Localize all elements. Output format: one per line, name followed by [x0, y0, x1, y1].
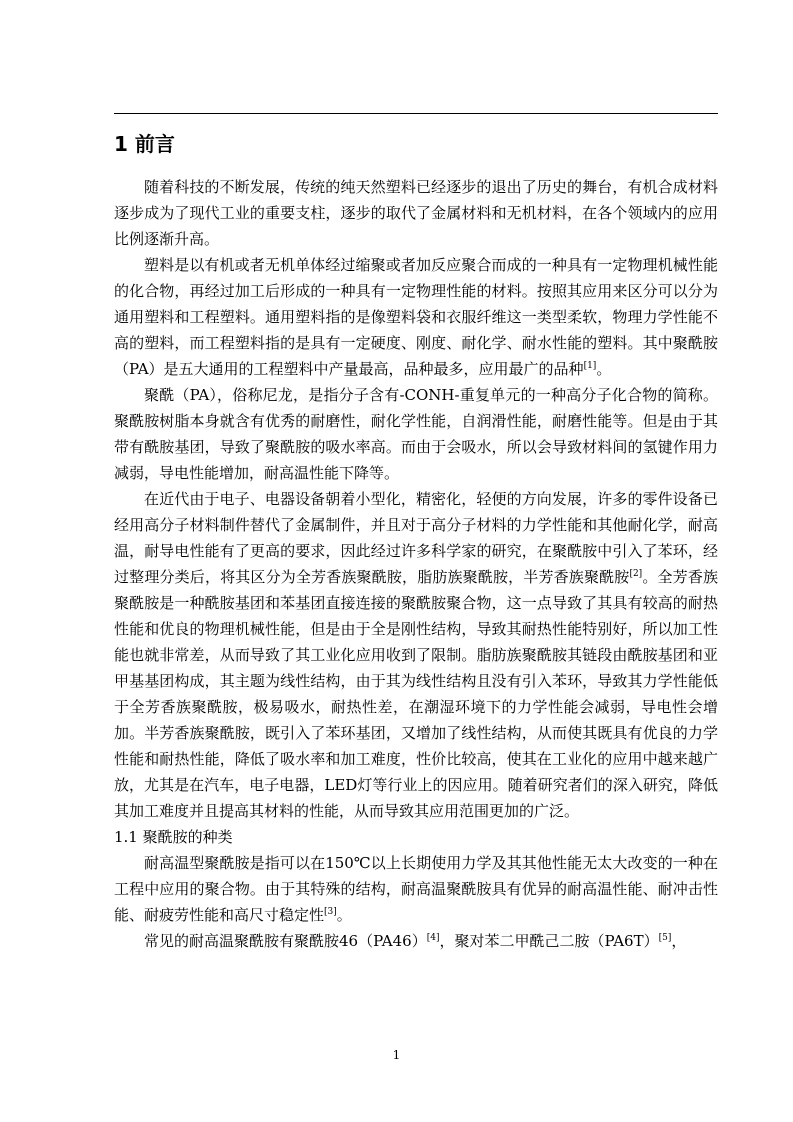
paragraph-text: 随着科技的不断发展，传统的纯天然塑料已经逐步的退出了历史的舞台，有机合成材料逐步成为了现代工业的重要支柱，逐步的取代了金属材料和无机材料，在各个领域内的应用比例逐渐升高。 — [114, 178, 718, 248]
citation-ref: [1] — [583, 361, 597, 371]
paragraph-text: 。 — [336, 906, 352, 924]
paragraph-text: 耐高温型聚酰胺是指可以在150℃以上长期使用力学及其其他性能无太大改变的一种在工程中应用的聚合物。由于其特殊的结构，耐高温聚酰胺具有优异的耐高温性能、耐冲击性能、耐疲劳性能和高尺寸稳定性 — [114, 854, 718, 924]
paragraph — [114, 486, 718, 824]
paragraph-text: 。全芳香族聚酰胺是一种酰胺基团和苯基团直接连接的聚酰胺聚合物，这一点导致了其具有较高的耐热性能和优良的物理机械性能，但是由于全是刚性结构，导致其耐热性能特别好，所以加工性能也就非常差，从而导致了其工业化应用收到了限制。脂肪族聚酰胺其链段由酰胺基团和亚甲基基团构成，其主题为线性结构，由于其为线性结构且没有引入苯环，导致其力学性能低于全芳香族聚酰胺，极易吸水，耐热性差，在潮湿环境下的力学性能会减弱，导电性会增加。半芳香族聚酰胺，既引入了苯环基团，又增加了线性结构，从而使其既具有优良的力学性能和耐热性能，降低了吸水率和加工难度，性价比较高，使其在工业化的应用中越来越广放，尤其是在汽车，电子电器，LED灯等行业上的因应用。随着研究者们的深入研究，降低其加工难度并且提高其材料的性能，从而导致其应用范围更加的广泛。 — [114, 568, 718, 820]
citation-ref: [4] — [426, 933, 440, 943]
paragraph — [114, 252, 718, 382]
paragraph-text: 在近代由于电子、电器设备朝着小型化，精密化，轻便的方向发展，许多的零件设备已经用高分子材料制件替代了金属制件，并且对于高分子材料的力学性能和其他耐化学，耐高温，耐导电性能有了更高的要求，因此经过许多科学家的研究，在聚酰胺中引入了苯环，经过整理分类后，将其区分为全芳香族聚酰胺，脂肪族聚酰胺，半芳香族聚酰胺 — [114, 490, 718, 586]
document-body — [114, 130, 718, 954]
header-rule — [114, 113, 718, 114]
paragraph-text: ，聚对苯二甲酰己二胺（PA6T） — [439, 932, 659, 950]
paragraph-text: 常见的耐高温聚酰胺有聚酰胺46（PA46） — [144, 932, 427, 950]
subsection-title: 1.1 聚酰胺的种类 — [114, 828, 233, 846]
paragraph — [114, 174, 718, 252]
paragraph-text: 聚酰（PA），俗称尼龙，是指分子含有-CONH-重复单元的一种高分子化合物的简称。聚酰胺树脂本身就含有优秀的耐磨性，耐化学性能，自润滑性能，耐磨性能等。但是由于其带有酰胺基团，导致了聚酰胺的吸水率高。而由于会吸水，所以会导致材料间的氢键作用力减弱，导电性能增加，耐高温性能下降等。 — [114, 386, 718, 482]
paragraph — [114, 928, 718, 954]
citation-ref: [2] — [629, 569, 643, 579]
citation-ref: [5] — [658, 933, 672, 943]
paragraph — [114, 382, 718, 486]
paragraph-text: 。 — [596, 360, 612, 378]
citation-ref: [3] — [324, 907, 337, 917]
page-number: 1 — [392, 1048, 401, 1062]
section-title: 1 前言 — [114, 132, 175, 156]
paragraph — [114, 850, 718, 928]
paragraph-text: 塑料是以有机或者无机单体经过缩聚或者加反应聚合而成的一种具有一定物理机械性能的化合物，再经过加工后形成的一种具有一定物理性能的材料。按照其应用来区分可以分为通用塑料和工程塑料。通用塑料指的是像塑料袋和衣服纤维这一类型柔软，物理力学性能不高的塑料，而工程塑料指的是具有一定硬度、刚度、耐化学、耐水性能的塑料。其中聚酰胺（PA）是五大通用的工程塑料中产量最高，品种最多，应用最广的品种 — [114, 256, 718, 378]
paragraph-text: ， — [671, 932, 687, 950]
